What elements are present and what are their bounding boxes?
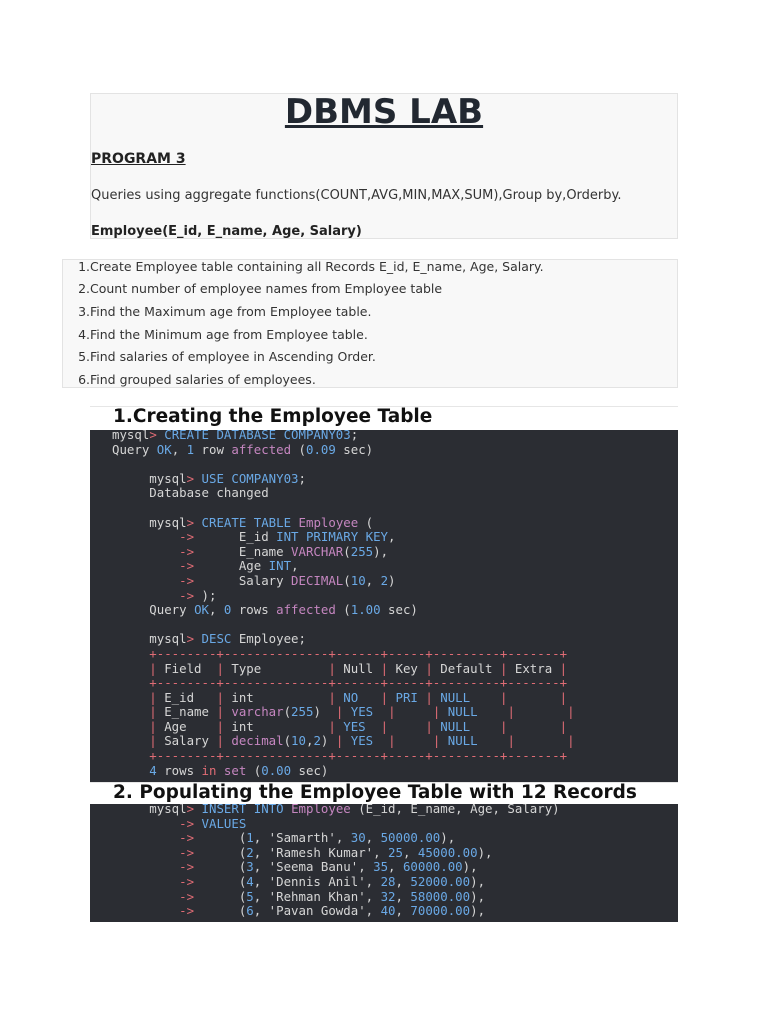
terminal-token: , (402, 844, 418, 860)
terminal-token: sec) (380, 602, 418, 618)
terminal-token: 2 (380, 572, 389, 588)
terminal-token: VARCHAR (291, 543, 344, 559)
terminal-line (112, 691, 575, 706)
terminal-token: decimal (231, 733, 284, 749)
terminal-token: INT PRIMARY KEY (276, 529, 389, 545)
terminal-screenshot-insert (90, 804, 678, 922)
terminal-token: | (112, 689, 165, 705)
terminal-token: | (216, 704, 232, 720)
terminal-token: , (253, 888, 269, 904)
terminal-token: 60000.00 (402, 859, 463, 875)
terminal-line (112, 734, 575, 749)
terminal-token: affected (276, 602, 336, 618)
terminal-token: -> (112, 859, 195, 875)
terminal-token: 255 (350, 543, 374, 559)
terminal-line (112, 662, 575, 677)
terminal-token: YES (350, 733, 389, 749)
terminal-token: +--------+--------------+------+-----+---------+-------+ (112, 748, 568, 764)
terminal-token (291, 515, 298, 530)
terminal-token: 4 (246, 873, 254, 889)
terminal-token: -> (112, 572, 195, 588)
terminal-token: -> (112, 888, 195, 904)
terminal-token: E_name (194, 543, 292, 559)
terminal-token: , (253, 859, 269, 875)
terminal-token: ), (470, 888, 486, 904)
terminal-token: ), (470, 873, 486, 889)
list-item (62, 304, 372, 326)
terminal-token: , (291, 558, 299, 574)
terminal-token: 'Rehman Khan' (268, 888, 366, 904)
list-item-text: Find salaries of employee in Ascending Order. (90, 349, 376, 364)
terminal-token: , (253, 844, 269, 860)
terminal-token: Type (231, 660, 329, 676)
terminal-token: varchar (231, 704, 284, 720)
terminal-line (112, 574, 575, 589)
terminal-token: 0 (223, 602, 232, 618)
terminal-token: ( (283, 704, 292, 720)
terminal-line (112, 749, 575, 764)
terminal-screenshot-create-table (90, 430, 678, 782)
list-item-number: 6. (78, 372, 90, 387)
terminal-token: USE COMPANY03 (201, 470, 299, 486)
terminal-token: -> (112, 903, 195, 919)
terminal-token: +--------+--------------+------+-----+---------+-------+ (112, 645, 568, 661)
terminal-token: | (328, 718, 344, 734)
terminal-token: ( (246, 762, 262, 778)
terminal-token: > (186, 470, 202, 486)
terminal-token: ( (343, 543, 351, 559)
list-item (62, 327, 368, 349)
terminal-line (112, 457, 575, 472)
list-item-text: Count number of employee names from Employee table (90, 281, 443, 296)
terminal-token: Salary (194, 572, 292, 588)
terminal-token: Extra (514, 660, 560, 676)
terminal-token: 'Seema Banu' (268, 859, 359, 875)
terminal-token: > (186, 514, 202, 530)
terminal-token: , (365, 873, 381, 889)
terminal-token: | (112, 660, 165, 676)
terminal-token: 10 (291, 733, 306, 749)
terminal-token: | (380, 689, 396, 705)
terminal-token: (E_id, E_name, Age, Salary) (350, 804, 560, 816)
terminal-line (112, 831, 560, 846)
terminal-token: VALUES (201, 815, 247, 831)
terminal-token: E_id (164, 689, 217, 705)
terminal-token: | (216, 689, 232, 705)
terminal-token: | (328, 689, 344, 705)
terminal-token: -> (112, 873, 195, 889)
terminal-token: > (149, 430, 165, 442)
list-item-text: Create Employee table containing all Records E_id, E_name, Age, Salary. (90, 259, 544, 274)
terminal-line (112, 516, 575, 531)
terminal-token: ( (194, 830, 247, 846)
terminal-token: 'Samarth' (268, 830, 336, 846)
list-item-number: 2. (78, 281, 90, 296)
terminal-token: -> (112, 844, 195, 860)
terminal-token: 50000.00 (380, 830, 441, 846)
terminal-token: Query (112, 602, 195, 618)
terminal-token: ), (477, 844, 493, 860)
terminal-token: NULL (440, 689, 500, 705)
terminal-token: Employee; (231, 631, 306, 647)
terminal-token: | | (507, 704, 575, 720)
terminal-line (112, 817, 560, 832)
terminal-token (284, 804, 291, 816)
terminal-token: -> (112, 529, 195, 545)
terminal-token: , (395, 888, 411, 904)
terminal-line (112, 618, 575, 633)
terminal-token: 1 (186, 441, 195, 457)
terminal-line (112, 764, 575, 779)
terminal-token: Age (164, 718, 217, 734)
terminal-line (112, 486, 575, 501)
terminal-token: Age (194, 558, 269, 574)
terminal-line (112, 720, 575, 735)
terminal-token: INT (268, 558, 292, 574)
terminal-token: Null (343, 660, 381, 676)
terminal-line (112, 890, 560, 905)
list-item (62, 259, 544, 281)
terminal-token: -> (112, 830, 195, 846)
terminal-token (216, 763, 223, 778)
terminal-token: | (335, 704, 351, 720)
terminal-token: -> (112, 543, 195, 559)
terminal-token: , (208, 602, 224, 618)
terminal-token: mysql (112, 514, 187, 530)
terminal-token: 10 (350, 572, 366, 588)
terminal-token: mysql (112, 430, 150, 442)
terminal-token: | (216, 718, 232, 734)
section-title-create-table: 1.Creating the Employee Table (113, 406, 433, 427)
terminal-token: | (112, 718, 165, 734)
terminal-token: Database changed (112, 485, 269, 501)
terminal-line (112, 647, 575, 662)
terminal-token: ) (388, 572, 396, 588)
terminal-token: NO (343, 689, 381, 705)
terminal-line (112, 676, 575, 691)
terminal-token: 'Ramesh Kumar' (268, 844, 374, 860)
terminal-token: | (328, 660, 344, 676)
terminal-token: 28 (380, 873, 396, 889)
terminal-token: , (388, 859, 403, 875)
terminal-token: 4 (112, 762, 157, 778)
terminal-token: 3 (246, 859, 254, 875)
terminal-token: , (373, 844, 389, 860)
terminal-token: sec) (291, 762, 329, 778)
list-item-text: Find grouped salaries of employees. (90, 372, 316, 387)
terminal-token: | (112, 704, 165, 720)
terminal-line (112, 875, 560, 890)
terminal-token: Employee (291, 804, 351, 816)
terminal-token: ), (462, 859, 478, 875)
list-item-number: 1. (78, 259, 90, 274)
terminal-token: 0.09 (306, 441, 336, 457)
terminal-token: CREATE DATABASE COMPANY03 (164, 430, 351, 442)
terminal-token: 6 (246, 903, 254, 919)
terminal-token: ; (298, 470, 306, 486)
terminal-token: | (112, 733, 165, 749)
terminal-token: DECIMAL (291, 572, 344, 588)
terminal-token: , (365, 888, 381, 904)
terminal-token: DESC (201, 631, 232, 647)
terminal-token: 'Pavan Gowda' (268, 903, 366, 919)
terminal-token: , (171, 441, 187, 457)
terminal-token: YES (350, 704, 389, 720)
terminal-line (112, 632, 575, 647)
terminal-token: NULL (447, 733, 508, 749)
terminal-token: int (231, 689, 329, 705)
task-list-panel (62, 259, 678, 388)
terminal-token: 32 (380, 888, 396, 904)
terminal-token: 2 (313, 733, 321, 749)
list-item (62, 281, 443, 303)
terminal-token: , (365, 830, 381, 846)
terminal-token: -> (112, 587, 195, 603)
terminal-token: | (335, 733, 351, 749)
terminal-token: , (305, 733, 314, 749)
terminal-token: 2 (246, 844, 254, 860)
terminal-line (112, 559, 575, 574)
terminal-token: 30 (350, 830, 366, 846)
terminal-token: CREATE TABLE (201, 514, 292, 530)
terminal-token: NULL (440, 718, 500, 734)
terminal-token: , (388, 529, 396, 545)
terminal-token: -> (112, 558, 195, 574)
list-item (62, 349, 376, 371)
terminal-token: , (335, 830, 351, 846)
terminal-token: ( (194, 844, 247, 860)
terminal-token: in (201, 762, 217, 778)
terminal-token: ), (373, 543, 389, 559)
terminal-token: int (231, 718, 329, 734)
list-item (62, 372, 316, 394)
terminal-line (112, 530, 575, 545)
terminal-token: ( (358, 514, 374, 530)
terminal-token: ( (291, 441, 306, 457)
terminal-token: ); (194, 587, 217, 603)
terminal-token: affected (231, 441, 292, 457)
terminal-line (112, 705, 575, 720)
terminal-token: | (380, 660, 396, 676)
terminal-token: | (425, 660, 441, 676)
terminal-token: | (499, 660, 515, 676)
terminal-token: , (365, 903, 381, 919)
terminal-token: OK (156, 441, 172, 457)
terminal-token: > (186, 804, 202, 816)
terminal-token: mysql (112, 804, 187, 816)
list-item-number: 4. (78, 327, 90, 342)
terminal-token: 255 (291, 704, 314, 720)
terminal-output (112, 804, 560, 919)
terminal-token: Query (112, 441, 157, 457)
terminal-token: | | (499, 689, 568, 705)
terminal-token: ), (470, 903, 486, 919)
terminal-line (112, 501, 575, 516)
list-item-number: 3. (78, 304, 90, 319)
program-description: Queries using aggregate functions(COUNT,AVG,MIN,MAX,SUM),Group by,Orderby. (91, 188, 622, 203)
section-title-populate-table: 2. Populating the Employee Table with 12 Records (113, 782, 637, 803)
terminal-token: 1.00 (350, 602, 381, 618)
terminal-token: 35 (373, 859, 389, 875)
list-item-number: 5. (78, 349, 90, 364)
terminal-token: mysql (112, 470, 187, 486)
terminal-token: | | (380, 718, 441, 734)
terminal-token: 5 (246, 888, 254, 904)
terminal-token: PRI (395, 689, 426, 705)
terminal-token: , (395, 903, 411, 919)
terminal-token: E_name (164, 704, 217, 720)
terminal-token: | | (388, 704, 448, 720)
terminal-token: , (365, 572, 381, 588)
terminal-token: , (253, 903, 269, 919)
terminal-token: | | (507, 733, 575, 749)
terminal-token: ( (335, 602, 351, 618)
terminal-token: | | (499, 718, 568, 734)
schema-heading: Employee(E_id, E_name, Age, Salary) (91, 224, 362, 239)
terminal-token: 'Dennis Anil' (268, 873, 366, 889)
terminal-token: Key (395, 660, 426, 676)
terminal-token: | (559, 660, 568, 676)
terminal-token: ( (343, 572, 351, 588)
terminal-line (112, 443, 575, 458)
terminal-token: ; (350, 430, 359, 442)
terminal-line (112, 545, 575, 560)
terminal-token: OK (194, 602, 209, 618)
terminal-token: Field (164, 660, 217, 676)
terminal-token: ), (440, 830, 456, 846)
terminal-token: 0.00 (261, 762, 292, 778)
terminal-line (112, 904, 560, 919)
terminal-line (112, 589, 575, 604)
terminal-output (112, 430, 575, 778)
list-item-text: Find the Maximum age from Employee table. (90, 304, 372, 319)
terminal-token: , (253, 873, 269, 889)
terminal-token: | | (388, 733, 448, 749)
terminal-token: mysql (112, 631, 187, 647)
terminal-token: | (216, 733, 232, 749)
terminal-token: 70000.00 (410, 903, 471, 919)
terminal-line (112, 472, 575, 487)
terminal-token: NULL (447, 704, 508, 720)
terminal-token: E_id (194, 529, 277, 545)
terminal-token: +--------+--------------+------+-----+---------+-------+ (112, 675, 568, 691)
terminal-token: ) (320, 733, 336, 749)
terminal-token: 52000.00 (410, 873, 471, 889)
terminal-token: ) (313, 704, 336, 720)
terminal-token: ( (194, 873, 247, 889)
terminal-token: , (253, 830, 269, 846)
terminal-token: , (395, 873, 411, 889)
terminal-token: 45000.00 (417, 844, 478, 860)
terminal-token: 40 (380, 903, 396, 919)
terminal-line (112, 846, 560, 861)
terminal-token: ( (283, 733, 292, 749)
terminal-token: > (186, 631, 202, 647)
terminal-token: Employee (298, 514, 359, 530)
terminal-token: set (223, 762, 247, 778)
page-title: DBMS LAB (284, 92, 484, 132)
terminal-token: -> (112, 815, 202, 831)
terminal-token: sec) (335, 441, 374, 457)
terminal-token: | (425, 689, 441, 705)
terminal-token: YES (343, 718, 381, 734)
terminal-token: rows (231, 602, 277, 618)
terminal-token: | (216, 660, 232, 676)
terminal-line (112, 860, 560, 875)
terminal-token: , (358, 859, 374, 875)
terminal-token: row (194, 441, 232, 457)
terminal-token: Default (440, 660, 500, 676)
terminal-token: 58000.00 (410, 888, 471, 904)
terminal-token: Salary (164, 733, 217, 749)
terminal-token: 1 (246, 830, 254, 846)
terminal-token: 25 (388, 844, 403, 860)
list-item-text: Find the Minimum age from Employee table. (90, 327, 368, 342)
terminal-token: ( (194, 888, 247, 904)
terminal-token: rows (156, 762, 202, 778)
terminal-line (112, 603, 575, 618)
terminal-token: INSERT INTO (201, 804, 284, 816)
terminal-token: ( (194, 859, 247, 875)
terminal-token: ( (194, 903, 247, 919)
program-heading: PROGRAM 3 (91, 151, 186, 167)
